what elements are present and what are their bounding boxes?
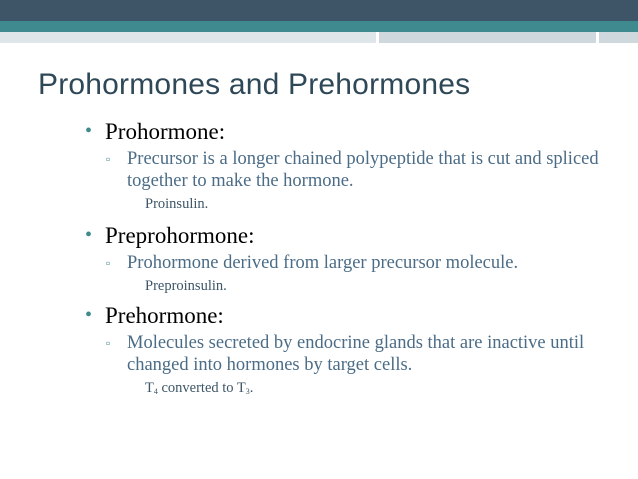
header-bar-light bbox=[0, 32, 638, 43]
bullet-square-icon: ▫ bbox=[106, 152, 111, 166]
slide-body bbox=[85, 118, 615, 402]
bullet-level2-text: Precursor is a longer chained polypeptide that is cut and spliced together to make the hormone. bbox=[127, 149, 599, 191]
bullet-level3-preprohormone-example bbox=[127, 276, 615, 296]
header-bar-light-segment-a bbox=[0, 32, 378, 43]
t3-subscript: 3 bbox=[245, 387, 250, 396]
slide-title: Prohormones and Prehormones bbox=[38, 68, 471, 101]
bullet-level2-text: Prohormone derived from larger precursor molecule. bbox=[127, 253, 519, 273]
bullet-level3-text: Preproinsulin. bbox=[145, 278, 227, 294]
bullet-level1-prehormone bbox=[85, 302, 615, 329]
bullet-square-icon: ▫ bbox=[106, 256, 111, 270]
bullet-level3-prohormone-example bbox=[127, 194, 615, 214]
bullet-level1-text: Prohormone: bbox=[105, 119, 226, 144]
header-bar-teal bbox=[0, 21, 638, 32]
bullet-dot-icon: • bbox=[85, 304, 93, 326]
bullet-level3-text bbox=[145, 380, 253, 396]
example-middle-text: converted to T bbox=[157, 380, 246, 396]
bullet-square-icon: ▫ bbox=[106, 336, 111, 350]
bullet-dot-icon: • bbox=[85, 224, 93, 246]
bullet-level1-text: Preprohormone: bbox=[105, 223, 255, 248]
bullet-level3-text: Proinsulin. bbox=[145, 196, 209, 212]
bullet-level3-prehormone-example bbox=[127, 378, 615, 402]
bullet-level2-preprohormone-detail bbox=[106, 252, 615, 274]
header-bar-light-segment-b bbox=[378, 32, 638, 43]
bullet-level1-text: Prehormone: bbox=[105, 303, 224, 328]
t4-subscript: 4 bbox=[153, 387, 158, 396]
bullet-level2-text: Molecules secreted by endocrine glands that are inactive until changed into hormones by target cells. bbox=[127, 333, 585, 375]
bullet-level1-prohormone bbox=[85, 118, 615, 145]
bullet-dot-icon: • bbox=[85, 120, 93, 142]
example-end-text: . bbox=[249, 380, 254, 396]
header-bar-divider bbox=[376, 32, 379, 43]
header-bar-dark bbox=[0, 0, 638, 21]
bullet-level1-preprohormone bbox=[85, 222, 615, 249]
t4-base: T bbox=[145, 380, 154, 396]
header-bar-divider bbox=[596, 32, 599, 43]
bullet-level2-prehormone-detail bbox=[106, 332, 615, 376]
bullet-level2-prohormone-detail bbox=[106, 148, 615, 192]
